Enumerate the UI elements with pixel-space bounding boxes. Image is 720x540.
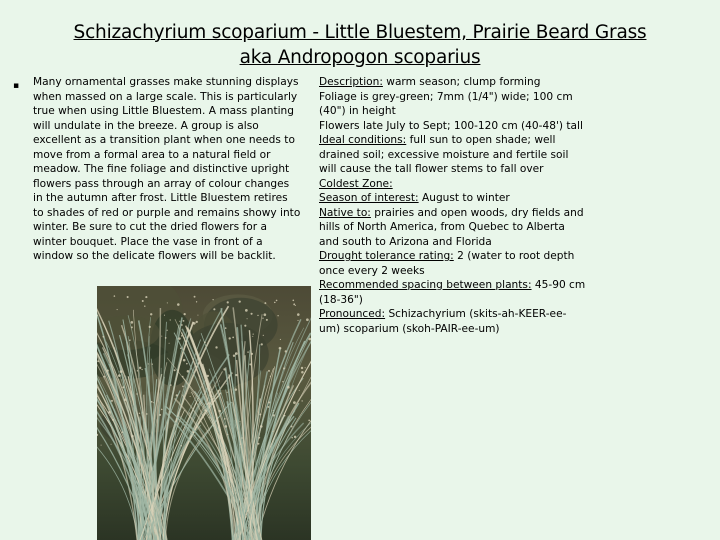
plant-details [319, 75, 587, 336]
seedhead [196, 321, 198, 323]
seedhead [261, 343, 263, 345]
seedhead [170, 319, 171, 320]
seedhead [122, 431, 124, 433]
seedhead [305, 367, 306, 368]
seedhead [227, 301, 229, 303]
seedhead [186, 363, 188, 365]
seedhead [97, 434, 98, 436]
seedhead [259, 413, 261, 415]
native-value: prairies and open woods, dry fields and hills of North America, from Quebec to Alberta and south to Arizona and Florida [319, 206, 584, 248]
seedhead [287, 386, 290, 389]
seedhead [244, 325, 246, 327]
seedhead [197, 315, 198, 316]
seedhead [181, 445, 182, 446]
seedhead [127, 296, 129, 298]
seedhead [249, 363, 251, 365]
seedhead [181, 335, 182, 336]
seedhead [112, 419, 114, 421]
seedhead [291, 425, 293, 427]
seedhead [182, 386, 184, 388]
seedhead [117, 309, 118, 310]
seedhead [187, 370, 190, 373]
seedhead [178, 337, 180, 339]
seedhead [190, 396, 191, 397]
coldest-zone-row [319, 177, 587, 192]
seedhead [227, 434, 228, 435]
seedhead [179, 321, 180, 322]
coldest-zone-label: Coldest Zone: [319, 177, 393, 190]
foliage-row: Foliage is grey-green; 7mm (1/4") wide; 100 cm (40") in height [319, 90, 573, 117]
seedhead [253, 334, 254, 335]
seedhead [206, 403, 208, 405]
seedhead [182, 376, 183, 377]
seedhead [223, 368, 225, 370]
seedhead [282, 381, 283, 382]
seedhead [189, 412, 190, 413]
seedhead [97, 360, 99, 362]
seedhead [183, 359, 186, 362]
seedhead [241, 437, 243, 439]
seedhead [161, 336, 162, 337]
seedhead [284, 415, 286, 417]
seedhead [273, 410, 274, 411]
ideal-conditions-value: full sun to open shade; well drained soil; excessive moisture and fertile soil will cause the tall flower stems to fall over [319, 134, 569, 175]
seedhead [272, 431, 273, 432]
seedhead [225, 327, 227, 329]
seedhead [235, 352, 238, 355]
seedhead [111, 400, 113, 402]
seedhead [120, 370, 123, 373]
seedhead [114, 295, 116, 297]
seedhead [225, 425, 228, 428]
seedhead [149, 326, 151, 328]
seedhead [264, 302, 266, 304]
seedhead [262, 318, 263, 319]
flowers-row: Flowers late July to Sept; 100-120 cm (40-48') tall [319, 119, 583, 132]
drought-value: 2 (water to root depth once every 2 weeks [319, 250, 575, 277]
seedhead [277, 315, 278, 316]
seedhead [264, 313, 267, 316]
seedhead [224, 418, 226, 420]
native-row [319, 206, 587, 250]
seedhead [131, 321, 134, 324]
seedhead [291, 437, 292, 438]
seedhead [268, 406, 270, 408]
seedhead [122, 386, 124, 388]
seedhead [235, 374, 237, 376]
seedhead [239, 421, 240, 422]
season-label: Season of interest: [319, 192, 419, 204]
seedhead [198, 363, 199, 364]
seedhead [301, 400, 302, 401]
seedhead [260, 425, 263, 428]
seedhead [297, 313, 300, 316]
seedhead [219, 380, 220, 381]
seedhead [159, 414, 161, 416]
seedhead [268, 370, 270, 372]
seedhead [257, 315, 258, 316]
seedhead [212, 299, 213, 300]
seedhead [301, 371, 304, 374]
seedhead [146, 413, 148, 415]
seedhead [129, 339, 131, 341]
seedhead [293, 401, 296, 404]
seedhead [184, 313, 186, 315]
seedhead [258, 443, 260, 445]
seedhead [137, 370, 138, 371]
seedhead [229, 337, 231, 339]
seedhead [207, 375, 209, 377]
seedhead [131, 435, 134, 438]
grass-photo [97, 286, 311, 540]
seedhead [280, 339, 281, 340]
seedhead [209, 417, 210, 418]
seedhead [292, 300, 294, 302]
spacing-label: Recommended spacing between plants: [319, 279, 532, 291]
pronunciation-value: Schizachyrium (skits-ah-KEER-ee-um) scoparium (skoh-PAIR-ee-um) [319, 308, 567, 335]
grass-illustration [97, 286, 311, 540]
pronunciation-label: Pronounced: [319, 308, 386, 320]
seedhead [144, 305, 145, 306]
seedhead [108, 411, 111, 414]
seedhead [294, 436, 296, 438]
seedhead [299, 390, 300, 391]
seedhead [227, 392, 228, 393]
seedhead [219, 410, 221, 412]
seedhead [111, 444, 112, 445]
seedhead [167, 302, 168, 303]
seedhead [103, 376, 105, 378]
drought-row [319, 249, 587, 278]
seedhead [239, 300, 241, 302]
seedhead [245, 309, 248, 312]
seedhead [250, 313, 252, 315]
seedhead [181, 324, 183, 326]
seedhead [150, 313, 152, 315]
seedhead [131, 326, 133, 328]
seedhead [247, 351, 248, 352]
spacing-row [319, 278, 587, 307]
ideal-conditions-label: Ideal conditions: [319, 134, 407, 146]
seedhead [176, 394, 178, 396]
seedhead [263, 335, 264, 336]
seedhead [276, 300, 278, 302]
description-value: warm season; clump forming [382, 76, 541, 88]
description-paragraph: Many ornamental grasses make stunning displays when massed on a large scale. This is particularly true when using Little Bluestem. A mass planting will undulate in the breeze. A group is also excellent as a transition plant when one needs to move from a formal area to a natural field or meadow. The fine foliage and distinctive upright flowers pass through an array of colour changes in the autumn after frost. Little Bluestem retires to shades of red or purple and remains showy into winter. Be sure to cut the dried flowers for a winter bouquet. Place the vase in front of a window so the delicate flowers will be backlit. [33, 76, 301, 262]
seedhead [180, 348, 182, 350]
seedhead [139, 367, 141, 369]
seedhead [272, 414, 274, 416]
seedhead [308, 419, 310, 421]
seedhead [293, 303, 295, 305]
seedhead [183, 320, 185, 322]
seedhead [141, 369, 142, 370]
pronunciation-row [319, 307, 587, 336]
ideal-conditions-row [319, 133, 587, 177]
seedhead [279, 347, 282, 350]
description-label: Description: [319, 76, 383, 88]
description-row [319, 75, 587, 90]
seedhead [270, 376, 271, 377]
seedhead [235, 388, 238, 391]
native-label: Native to: [319, 206, 371, 219]
seedhead [251, 353, 253, 355]
seedhead [101, 445, 102, 446]
seedhead [164, 315, 165, 316]
title-line-2: aka Andropogon scoparius [239, 47, 481, 68]
seedhead [252, 336, 253, 337]
seedhead [174, 369, 176, 371]
seedhead [118, 374, 121, 377]
seedhead [301, 367, 303, 369]
seedhead [204, 341, 206, 343]
seedhead [226, 383, 227, 384]
slide-title [20, 20, 700, 70]
bullet-marker: ▪ [13, 81, 20, 91]
seedhead [289, 393, 290, 394]
seedhead [247, 318, 248, 319]
seedhead [169, 343, 170, 344]
seedhead [285, 350, 287, 352]
seedhead [151, 401, 153, 403]
season-value: August to winter [418, 192, 510, 204]
seedhead [195, 435, 196, 436]
seedhead [196, 301, 197, 302]
seedhead [266, 319, 268, 321]
seedhead [148, 363, 149, 364]
seedhead [145, 296, 147, 298]
seedhead [193, 322, 196, 325]
seedhead [233, 355, 235, 357]
seedhead [295, 305, 296, 306]
seedhead [136, 393, 137, 394]
seedhead [177, 303, 180, 306]
seedhead [283, 367, 285, 369]
seedhead [240, 443, 242, 445]
seedhead [213, 308, 215, 310]
seedhead [165, 337, 167, 339]
seedhead [152, 364, 153, 365]
seedhead [153, 402, 154, 403]
seedhead [170, 384, 172, 386]
seedhead [142, 300, 144, 302]
drought-label: Drought tolerance rating: [319, 250, 454, 262]
seedhead [208, 402, 211, 405]
seedhead [258, 437, 260, 439]
title-line-1: Schizachyrium scoparium - Little Bluestem, Prairie Beard Grass [73, 22, 647, 43]
seedhead [297, 320, 298, 321]
seedhead [268, 401, 270, 403]
spacing-value: 45-90 cm (18-36") [319, 279, 586, 306]
seedhead [232, 336, 234, 338]
seedhead [194, 296, 196, 298]
seedhead [306, 318, 309, 321]
seedhead [139, 413, 140, 414]
seedhead [124, 398, 127, 401]
seedhead [199, 376, 200, 377]
seedhead [215, 346, 217, 348]
seedhead [274, 302, 276, 304]
seedhead [273, 412, 274, 413]
seedhead [205, 410, 207, 412]
seedhead [102, 336, 104, 338]
season-row [319, 191, 587, 206]
seedhead [161, 409, 163, 411]
seedhead [167, 330, 168, 331]
seedhead [107, 369, 109, 371]
